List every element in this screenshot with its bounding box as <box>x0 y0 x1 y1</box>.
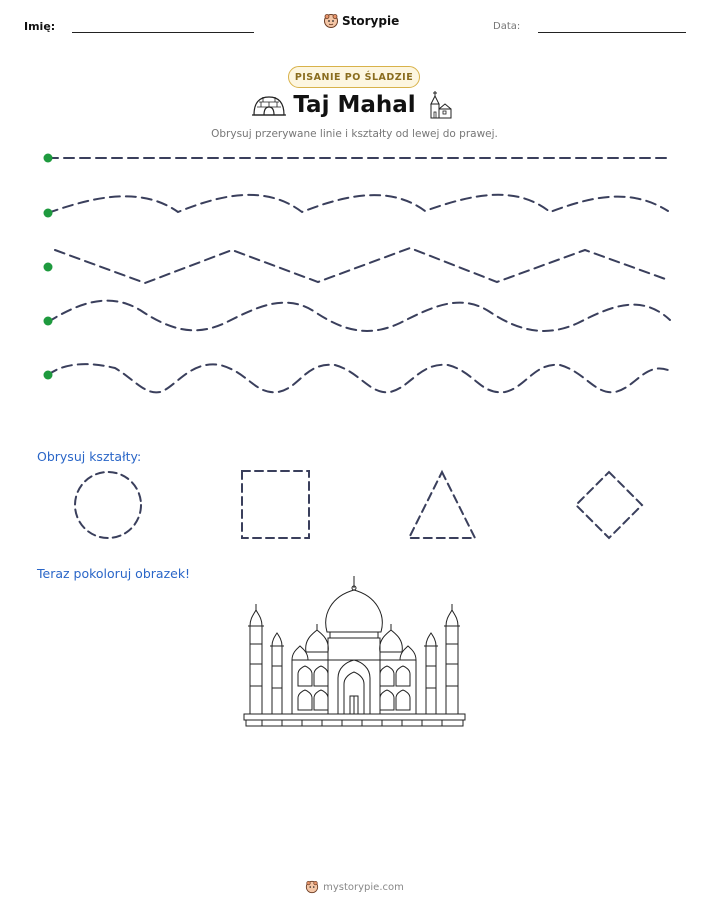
brand-logo <box>323 13 399 29</box>
worksheet-type-badge: PISANIE PO ŚLADZIE <box>288 66 420 88</box>
trace-shape-circle[interactable] <box>75 472 141 538</box>
instructions: Obrysuj przerywane linie i kształty od lewej do prawej. <box>211 128 498 140</box>
start-dot <box>44 154 53 163</box>
brand-name: Storypie <box>342 14 400 28</box>
start-dot <box>44 209 53 218</box>
trace-line-wave-2[interactable] <box>48 301 670 331</box>
storypie-mascot-icon <box>323 13 339 29</box>
date-label: Data: <box>493 21 521 32</box>
church-icon <box>428 90 454 120</box>
name-label: Imię: <box>24 20 56 33</box>
coloring-heading: Teraz pokoloruj obrazek! <box>37 566 191 581</box>
trace-line-wave-3[interactable] <box>48 364 668 392</box>
storypie-mascot-icon <box>305 880 319 894</box>
trace-line-wave-1[interactable] <box>48 195 668 213</box>
start-dot <box>44 317 53 326</box>
name-input-line[interactable] <box>72 32 254 33</box>
start-dot <box>44 371 53 380</box>
trace-shapes-area <box>0 460 709 550</box>
trace-shape-square[interactable] <box>242 471 309 538</box>
trace-line-zigzag[interactable] <box>55 248 668 283</box>
trace-shape-diamond[interactable] <box>576 472 642 538</box>
taj-mahal-coloring-image[interactable] <box>242 574 467 729</box>
trace-shape-triangle[interactable] <box>409 472 475 538</box>
shapes-heading: Obrysuj kształty: <box>37 449 142 464</box>
date-input-line[interactable] <box>538 32 686 33</box>
page-title: Taj Mahal <box>293 92 416 118</box>
footer <box>0 880 709 894</box>
footer-url: mystorypie.com <box>323 881 404 893</box>
start-dot <box>44 263 53 272</box>
trace-lines-area <box>0 140 709 400</box>
